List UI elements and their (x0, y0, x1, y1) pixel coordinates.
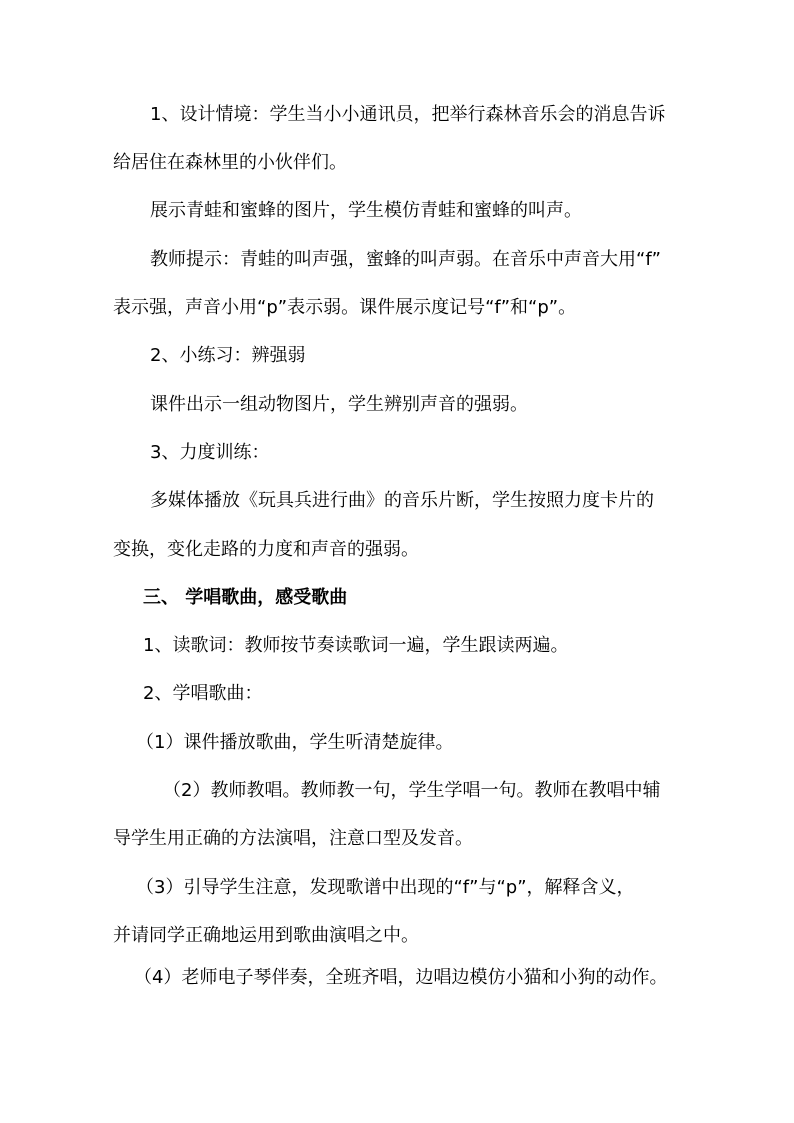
paragraph-line-16: 导学生用正确的方法演唱，注意口型及发音。 (113, 828, 473, 849)
paragraph-line-7: 课件出示一组动物图片，学生辨别声音的强弱。 (150, 394, 528, 415)
paragraph-line-9: 多媒体播放《玩具兵进行曲》的音乐片断，学生按照力度卡片的 (150, 490, 654, 511)
paragraph-line-10: 变换，变化走路的力度和声音的强弱。 (113, 539, 419, 560)
section-heading: 三、 学唱歌曲，感受歌曲 (143, 587, 348, 608)
paragraph-line-13: 2、学唱歌曲： (143, 683, 263, 704)
paragraph-line-4: 教师提示：青蛙的叫声强，蜜蜂的叫声弱。在音乐中声音大用“f” (150, 249, 661, 270)
paragraph-line-5: 表示强，声音小用“p”表示弱。课件展示度记号“f”和“p”。 (113, 297, 577, 318)
paragraph-line-1: 1、设计情境：学生当小小通讯员，把举行森林音乐会的消息告诉 (150, 104, 666, 125)
paragraph-line-14: （1）课件播放歌曲，学生听清楚旋律。 (136, 732, 454, 753)
paragraph-line-8: 3、力度训练： (150, 442, 270, 463)
paragraph-line-3: 展示青蛙和蜜蜂的图片，学生模仿青蛙和蜜蜂的叫声。 (150, 200, 582, 221)
paragraph-line-19: （4）老师电子琴伴奏，全班齐唱，边唱边模仿小猫和小狗的动作。 (134, 967, 668, 988)
paragraph-line-2: 给居住在森林里的小伙伴们。 (113, 152, 347, 173)
paragraph-line-17: （3）引导学生注意，发现歌谱中出现的“f”与“p”，解释含义， (136, 877, 635, 898)
paragraph-line-15: （2）教师教唱。教师教一句，学生学唱一句。教师在教唱中辅 (163, 780, 661, 801)
paragraph-line-6: 2、小练习：辨强弱 (150, 345, 306, 366)
paragraph-line-12: 1、读歌词：教师按节奏读歌词一遍，学生跟读两遍。 (143, 635, 569, 656)
paragraph-line-18: 并请同学正确地运用到歌曲演唱之中。 (113, 925, 419, 946)
